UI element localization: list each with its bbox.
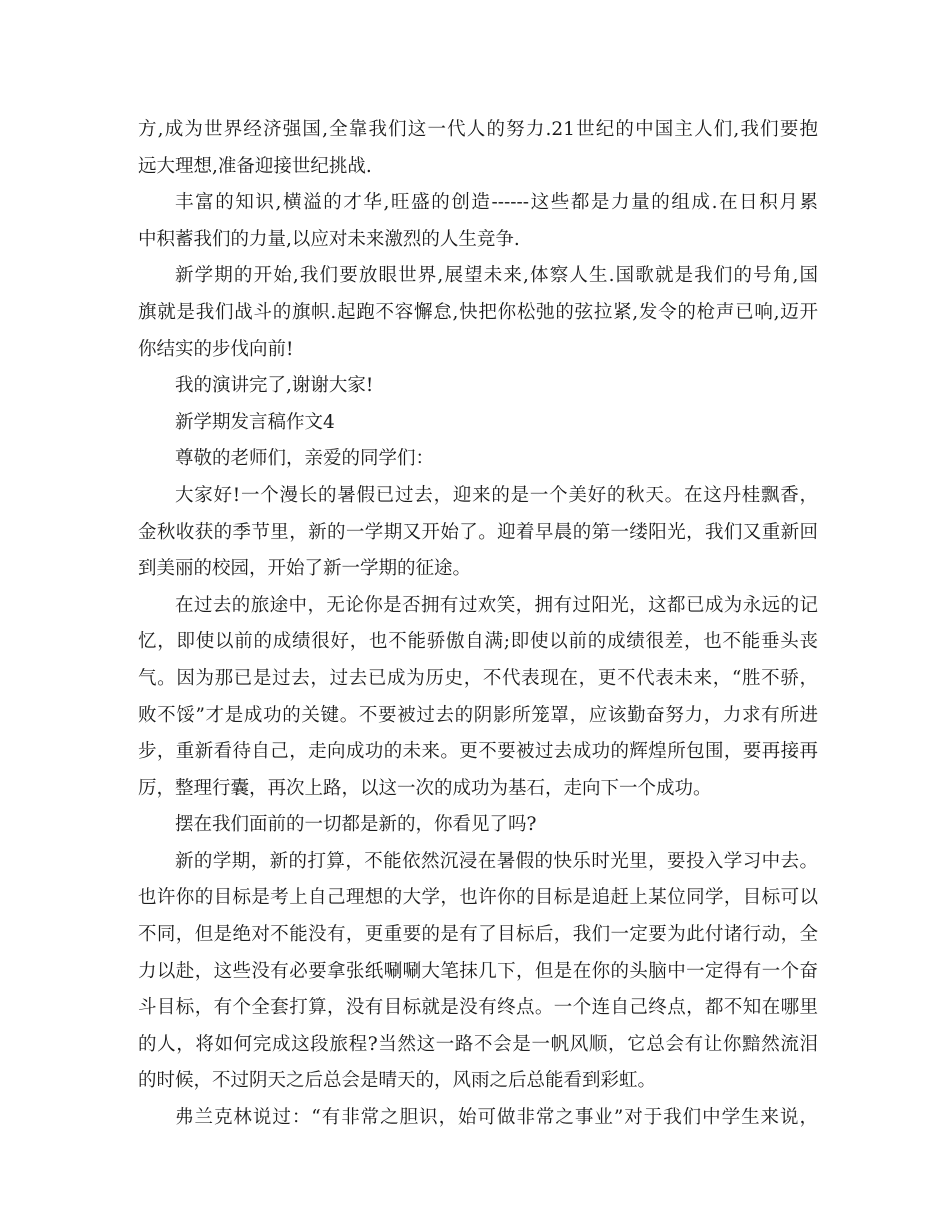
text-line: 方,成为世界经济强国,全靠我们这一代人的努力.21世纪的中国主人们,我们要抱 <box>138 119 818 140</box>
text-line: 你结实的步伐向前! <box>138 338 294 360</box>
text-line: 在过去的旅途中，无论你是否拥有过欢笑，拥有过阳光，这都已成为永远的记 <box>175 594 818 616</box>
text-line: 旗就是我们战斗的旗帜.起跑不容懈怠,快把你松弛的弦拉紧,发令的枪声已响,迈开 <box>138 301 818 323</box>
text-line: 的时候，不过阴天之后总会是晴天的，风雨之后总能看到彩虹。 <box>138 1070 657 1092</box>
text-line: 我的演讲完了,谢谢大家! <box>175 375 374 397</box>
text-line: 败不馁”才是成功的关键。不要被过去的阴影所笼罩，应该勤奋努力，力求有所进 <box>138 704 818 726</box>
text-line: 也许你的目标是考上自己理想的大学，也许你的目标是追赶上某位同学，目标可以 <box>138 887 818 909</box>
text-line: 忆，即使以前的成绩很好，也不能骄傲自满;即使以前的成绩很差，也不能垂头丧 <box>138 631 818 653</box>
text-line: 新学期的开始,我们要放眼世界,展望未来,体察人生.国歌就是我们的号角,国 <box>175 265 818 287</box>
text-line: 新的学期，新的打算，不能依然沉浸在暑假的快乐时光里，要投入学习中去。 <box>175 850 818 872</box>
text-line: 到美丽的校园，开始了新一学期的征途。 <box>138 558 472 580</box>
text-line: 远大理想,准备迎接世纪挑战. <box>138 155 372 177</box>
text-line: 摆在我们面前的一切都是新的，你看见了吗? <box>175 814 537 836</box>
text-line: 步，重新看待自己，走向成功的未来。更不要被过去成功的辉煌所包围，要再接再 <box>138 741 818 763</box>
text-line: 的人，将如何完成这段旅程?当然这一路不会是一帆风顺，它总会有让你黯然流泪 <box>138 1033 818 1055</box>
text-line: 丰富的知识,横溢的才华,旺盛的创造------这些都是力量的组成.在日积月累 <box>175 192 818 214</box>
text-line: 大家好!一个漫长的暑假已过去，迎来的是一个美好的秋天。在这丹桂飘香， <box>175 484 818 506</box>
text-line: 弗兰克林说过：“有非常之胆识，始可做非常之事业”对于我们中学生来说， <box>175 1107 818 1129</box>
text-line: 中积蓄我们的力量,以应对未来激烈的人生竞争. <box>138 228 520 250</box>
text-line: 气。因为那已是过去，过去已成为历史，不代表现在，更不代表未来，“胜不骄， <box>138 667 818 689</box>
text-line: 新学期发言稿作文4 <box>175 411 335 433</box>
text-line: 金秋收获的季节里，新的一学期又开始了。迎着早晨的第一缕阳光，我们又重新回 <box>138 521 818 543</box>
text-line: 厉，整理行囊，再次上路，以这一次的成功为基石，走向下一个成功。 <box>138 777 712 799</box>
document-body <box>138 112 818 1137</box>
text-line: 尊敬的老师们，亲爱的同学们： <box>175 448 435 470</box>
text-line: 力以赴，这些没有必要拿张纸唰唰大笔抹几下，但是在你的头脑中一定得有一个奋 <box>138 960 818 982</box>
text-line: 斗目标，有个全套打算，没有目标就是没有终点。一个连自己终点，都不知在哪里 <box>138 997 818 1019</box>
text-line: 不同，但是绝对不能没有，更重要的是有了目标后，我们一定要为此付诸行动，全 <box>138 924 818 946</box>
